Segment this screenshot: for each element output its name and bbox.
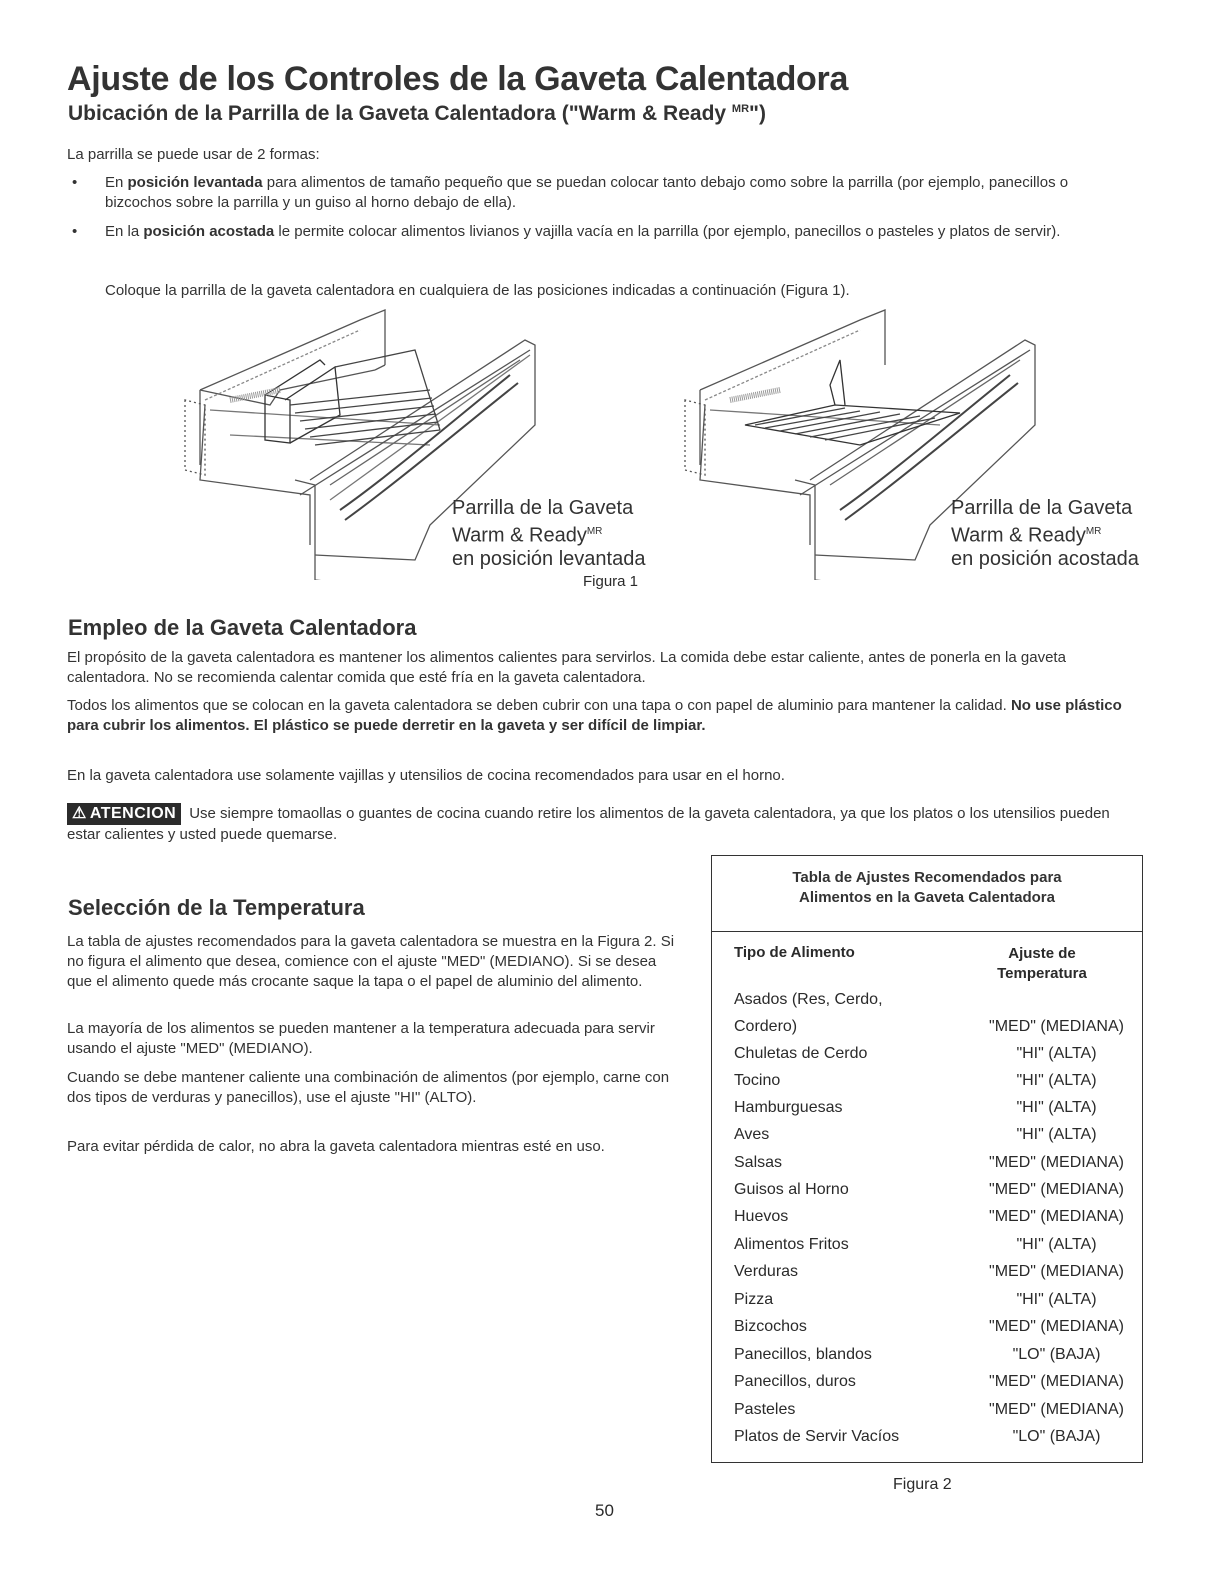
figure2-caption: Figura 2	[893, 1476, 952, 1493]
row-food: Asados (Res, Cerdo,	[734, 991, 883, 1008]
table-row	[734, 1291, 1129, 1315]
seleccion-paragraph-1: La tabla de ajustes recomendados para la gaveta calentadora se muestra en la Figura 2. Si no figura el alimento que desea, comience con el ajuste "MED" (MEDIANO). Si se desea que el alimento quede más crocante saque la tapa o el papel de aluminio del alimento.	[67, 933, 675, 990]
warning-badge	[67, 803, 181, 825]
page-title: Ajuste de los Controles de la Gaveta Calentadora	[67, 60, 849, 98]
row-food: Panecillos, blandos	[734, 1346, 872, 1363]
intro-text: La parrilla se puede usar de 2 formas:	[67, 146, 320, 163]
row-temp: "LO" (BAJA)	[1012, 1346, 1101, 1363]
row-food: Alimentos Fritos	[734, 1236, 849, 1253]
table-title-line: Alimentos en la Gaveta Calentadora	[799, 889, 1055, 906]
bullet-flat	[72, 222, 1132, 267]
row-food: Panecillos, duros	[734, 1373, 856, 1390]
warning-block	[67, 803, 1127, 845]
table-row	[734, 1126, 1129, 1150]
table-row	[734, 1208, 1129, 1232]
subtitle-end: ")	[749, 102, 766, 125]
row-food: Pasteles	[734, 1401, 796, 1418]
row-temp: "HI" (ALTA)	[1016, 1126, 1097, 1143]
page-number: 50	[595, 1501, 614, 1520]
warning-label: ATENCION	[89, 805, 177, 822]
figure1-caption: Figura 1	[583, 573, 639, 590]
bullet-dot: •	[72, 174, 78, 191]
column-header-line: Temperatura	[997, 965, 1087, 982]
row-food: Verduras	[734, 1263, 799, 1280]
empleo-paragraph-1: El propósito de la gaveta calentadora es mantener los alimentos calientes para servirlos. La comida debe estar caliente, antes de ponerla en la gaveta calentadora. No se recomienda calentar comida que esté fría en la gaveta calentadora.	[67, 649, 1066, 686]
label-line: Parrilla de la Gaveta	[452, 497, 634, 519]
row-food: Tocino	[734, 1072, 781, 1089]
row-food: Huevos	[734, 1208, 789, 1225]
bullet-text	[105, 173, 1132, 213]
bullet-post: para alimentos de tamaño pequeño que se puedan colocar tanto debajo como sobre la parrilla (por ejemplo, panecillos o bizcochos sobre la parrilla y un guiso al horno debajo de ella).	[105, 174, 1069, 211]
row-temp: "MED" (MEDIANA)	[989, 1318, 1124, 1335]
subtitle-text: Ubicación de la Parrilla de la Gaveta Calentadora ("Warm & Ready	[68, 102, 727, 125]
warning-icon: ⚠	[72, 805, 87, 822]
label-sup: MR	[586, 526, 603, 537]
row-food: Cordero)	[734, 1018, 798, 1035]
row-food: Hamburguesas	[734, 1099, 843, 1116]
empleo-p2-bold: No use plástico para cubrir los alimentos. El plástico se puede derretir en la gaveta y ser difícil de limpiar.	[67, 697, 1122, 734]
table-row	[734, 1373, 1129, 1397]
label-sup: MR	[1085, 526, 1102, 537]
table-row	[734, 1018, 1129, 1042]
empleo-paragraph-2	[67, 696, 1127, 736]
column-header-temp	[982, 944, 1102, 984]
row-temp: "HI" (ALTA)	[1016, 1236, 1097, 1253]
label-line	[951, 520, 1139, 548]
label-line	[452, 520, 645, 548]
bullet-bold: posición acostada	[143, 223, 275, 240]
row-food: Guisos al Horno	[734, 1181, 849, 1198]
seleccion-paragraph-4: Para evitar pérdida de calor, no abra la gaveta calentadora mientras esté en uso.	[67, 1138, 605, 1155]
row-food: Platos de Servir Vacíos	[734, 1428, 900, 1445]
row-food: Salsas	[734, 1154, 783, 1171]
table-row	[734, 1072, 1129, 1096]
table-title-line: Tabla de Ajustes Recomendados para	[792, 869, 1062, 886]
row-temp: "MED" (MEDIANA)	[989, 1401, 1124, 1418]
empleo-p2-normal: Todos los alimentos que se colocan en la gaveta calentadora se deben cubrir con una tapa o con papel de aluminio para mantener la calidad.	[67, 697, 1011, 714]
bullet-pre: En	[105, 174, 128, 191]
row-temp: "MED" (MEDIANA)	[989, 1018, 1124, 1035]
column-header-food: Tipo de Alimento	[734, 944, 855, 961]
table-row	[734, 1045, 1129, 1069]
bullet-dot: •	[72, 223, 78, 240]
table-row	[734, 1099, 1129, 1123]
table-row	[734, 991, 1129, 1015]
table-row	[734, 1181, 1129, 1205]
bullet-post: le permite colocar alimentos livianos y vajilla vacía en la parrilla (por ejemplo, panecillos o pasteles y platos de servir).	[274, 223, 1061, 240]
table-row	[734, 1236, 1129, 1260]
empleo-heading: Empleo de la Gaveta Calentadora	[68, 615, 417, 640]
seleccion-paragraph-2: La mayoría de los alimentos se pueden mantener a la temperatura adecuada para servir usando el ajuste "MED" (MEDIANO).	[67, 1020, 655, 1057]
bullet-raised	[72, 173, 1132, 218]
bullet-bold: posición levantada	[127, 174, 263, 191]
table-divider	[712, 931, 1142, 932]
row-food: Chuletas de Cerdo	[734, 1045, 868, 1062]
label-line: en posición acostada	[951, 547, 1139, 570]
row-food: Pizza	[734, 1291, 774, 1308]
empleo-paragraph-3: En la gaveta calentadora use solamente vajillas y utensilios de cocina recomendados para usar en el horno.	[67, 767, 785, 784]
bullet-pre: En la	[105, 223, 144, 240]
figure1-label-flat	[951, 497, 1139, 571]
table-title	[712, 868, 1142, 908]
seleccion-heading: Selección de la Temperatura	[68, 895, 365, 920]
section-subtitle	[68, 102, 766, 126]
row-temp: "HI" (ALTA)	[1016, 1072, 1097, 1089]
subtitle-sup: MR	[731, 103, 750, 115]
table-row	[734, 1154, 1129, 1178]
row-temp: "MED" (MEDIANA)	[989, 1373, 1124, 1390]
row-temp: "MED" (MEDIANA)	[989, 1181, 1124, 1198]
row-food: Aves	[734, 1126, 770, 1143]
figure1-label-raised	[452, 497, 645, 571]
row-temp: "MED" (MEDIANA)	[989, 1154, 1124, 1171]
row-temp: "HI" (ALTA)	[1016, 1099, 1097, 1116]
table-row	[734, 1428, 1129, 1452]
row-temp: "HI" (ALTA)	[1016, 1045, 1097, 1062]
table-row	[734, 1401, 1129, 1425]
table-row	[734, 1318, 1129, 1342]
label-text: Warm & Ready	[452, 524, 587, 547]
row-temp: "HI" (ALTA)	[1016, 1291, 1097, 1308]
row-temp: "MED" (MEDIANA)	[989, 1208, 1124, 1225]
row-temp: "MED" (MEDIANA)	[989, 1263, 1124, 1280]
label-text: Warm & Ready	[951, 524, 1086, 547]
seleccion-paragraph-3: Cuando se debe mantener caliente una combinación de alimentos (por ejemplo, carne con dos tipos de verduras y panecillos), use el ajuste "HI" (ALTO).	[67, 1069, 670, 1106]
placement-text: Coloque la parrilla de la gaveta calentadora en cualquiera de las posiciones indicadas a continuación (Figura 1).	[105, 282, 850, 299]
label-line: Parrilla de la Gaveta	[951, 497, 1133, 519]
label-line: en posición levantada	[452, 547, 646, 570]
table-row	[734, 1346, 1129, 1370]
row-temp: "LO" (BAJA)	[1012, 1428, 1101, 1445]
bullet-text	[105, 222, 1132, 242]
table-row	[734, 1263, 1129, 1287]
row-food: Bizcochos	[734, 1318, 807, 1335]
column-header-line: Ajuste de	[1008, 945, 1076, 962]
warning-text: Use siempre tomaollas o guantes de cocina cuando retire los alimentos de la gaveta calentadora, ya que los platos o los utensilios pueden estar calientes y usted puede quemarse.	[67, 805, 1110, 843]
settings-table	[711, 855, 1143, 1463]
